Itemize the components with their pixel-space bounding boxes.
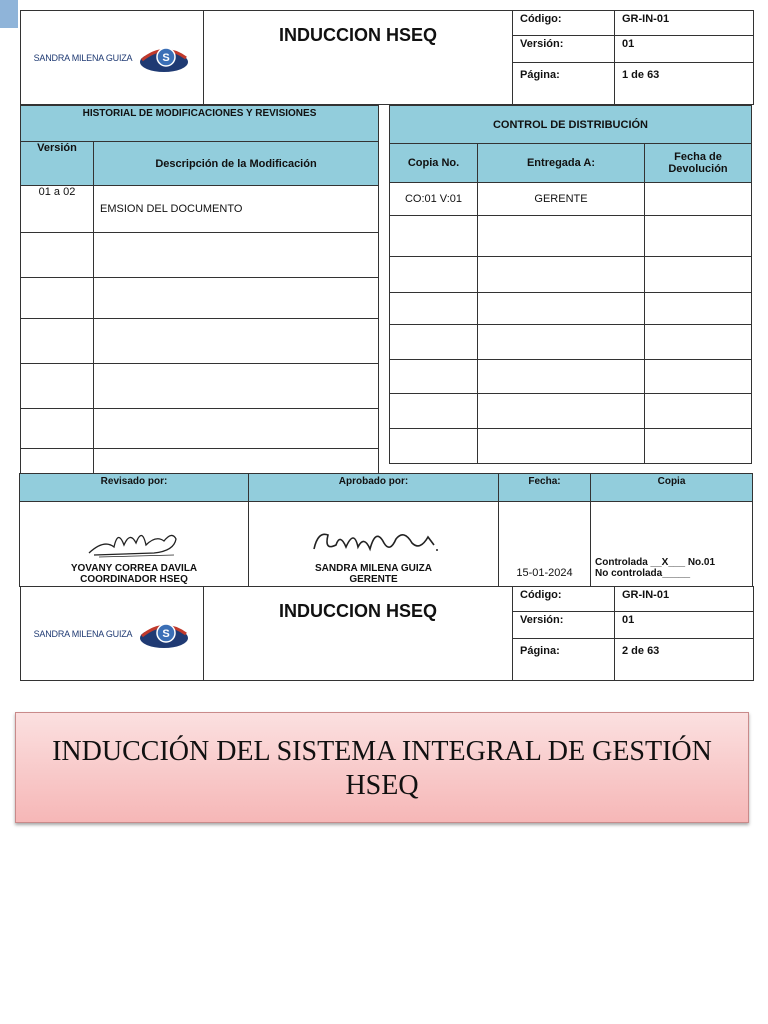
document-meta <box>513 587 753 680</box>
pagina-label: Página: <box>513 63 615 104</box>
table-row <box>390 429 752 464</box>
distribucion-entregada-cell <box>478 394 645 429</box>
version-value: 01 <box>615 612 753 639</box>
svg-text:S: S <box>162 51 171 64</box>
firmas-table <box>19 473 753 587</box>
distribucion-copia-cell <box>390 360 478 394</box>
historial-desc-cell <box>94 409 379 449</box>
distribucion-title: CONTROL DE DISTRIBUCIÓN <box>390 106 752 144</box>
fecha-value: 15-01-2024 <box>499 502 591 588</box>
version-value: 01 <box>615 36 753 63</box>
table-row <box>21 278 379 319</box>
document-header <box>20 10 754 105</box>
table-row <box>21 364 379 409</box>
historial-version-cell <box>21 364 94 409</box>
distribucion-copia-cell <box>390 325 478 360</box>
distribucion-table <box>389 105 752 464</box>
historial-desc-cell: EMSION DEL DOCUMENTO <box>94 186 379 233</box>
table-row <box>390 293 752 325</box>
svg-text:S: S <box>162 627 171 640</box>
distribucion-copia-cell <box>390 216 478 257</box>
codigo-label: Código: <box>513 587 615 612</box>
historial-version-cell <box>21 278 94 319</box>
version-label: Versión: <box>513 36 615 63</box>
historial-title: HISTORIAL DE MODIFICACIONES Y REVISIONES <box>21 106 379 142</box>
distribucion-fecha-cell <box>645 429 752 464</box>
historial-version-cell <box>21 449 94 474</box>
distribucion-col-fecha: Fecha de Devolución <box>645 144 752 183</box>
table-row <box>390 216 752 257</box>
signature-aprobado-icon <box>304 521 444 561</box>
distribucion-copia-cell <box>390 394 478 429</box>
historial-desc-cell <box>94 364 379 409</box>
aprobado-cell <box>249 502 499 588</box>
banner-line-1: INDUCCIÓN DEL SISTEMA INTEGRAL DE GESTIÓN <box>52 736 712 767</box>
distribucion-fecha-cell <box>645 325 752 360</box>
table-row <box>21 409 379 449</box>
company-name: SANDRA MILENA GUIZA <box>33 628 133 639</box>
historial-table <box>20 105 379 474</box>
table-row <box>390 183 752 216</box>
pagina-value: 2 de 63 <box>622 645 660 657</box>
revisado-name: YOVANY CORREA DAVILA <box>70 563 198 574</box>
distribucion-entregada-cell: GERENTE <box>478 183 645 216</box>
table-row <box>390 257 752 293</box>
logo-emblem-icon <box>134 38 190 78</box>
historial-col-version: Versión <box>21 142 94 186</box>
document-meta <box>513 11 753 104</box>
section-title-banner <box>15 712 749 823</box>
page-corner-marker <box>0 0 18 28</box>
distribucion-copia-cell: CO:01 V:01 <box>390 183 478 216</box>
aprobado-name: SANDRA MILENA GUIZA <box>314 563 433 574</box>
aprobado-role: GERENTE <box>349 574 398 585</box>
distribucion-entregada-cell <box>478 216 645 257</box>
distribucion-entregada-cell <box>478 293 645 325</box>
table-row <box>21 319 379 364</box>
distribucion-fecha-cell <box>645 360 752 394</box>
historial-version-cell <box>21 233 94 278</box>
no-controlada-line: No controlada_____ <box>595 568 691 579</box>
copia-label: Copia <box>591 474 753 502</box>
historial-desc-cell <box>94 319 379 364</box>
distribucion-fecha-cell <box>645 183 752 216</box>
controlada-line: Controlada __X___ No.01 <box>595 557 716 568</box>
historial-desc-cell <box>94 233 379 278</box>
company-logo <box>21 587 204 680</box>
historial-desc-cell <box>94 449 379 474</box>
distribucion-fecha-cell <box>645 257 752 293</box>
historial-col-desc: Descripción de la Modificación <box>94 142 379 186</box>
banner-line-2: HSEQ <box>345 770 419 801</box>
distribucion-entregada-cell <box>478 429 645 464</box>
table-row <box>390 325 752 360</box>
company-logo <box>21 11 204 104</box>
table-row <box>390 360 752 394</box>
version-label: Versión: <box>513 612 615 639</box>
table-row <box>390 394 752 429</box>
aprobado-label: Aprobado por: <box>249 474 499 502</box>
distribucion-fecha-cell <box>645 394 752 429</box>
pagina-label: Página: <box>513 639 615 680</box>
revisado-label: Revisado por: <box>20 474 249 502</box>
logo-emblem-icon <box>134 614 190 654</box>
codigo-label: Código: <box>513 11 615 36</box>
distribucion-fecha-cell <box>645 293 752 325</box>
distribucion-entregada-cell <box>478 325 645 360</box>
pagina-value: 1 de 63 <box>622 69 660 81</box>
distribucion-copia-cell <box>390 429 478 464</box>
document-title: INDUCCION HSEQ <box>204 587 513 680</box>
distribucion-copia-cell <box>390 257 478 293</box>
historial-version-cell <box>21 409 94 449</box>
historial-version-cell: 01 a 02 <box>21 186 94 233</box>
copia-cell <box>591 502 753 588</box>
fecha-label: Fecha: <box>499 474 591 502</box>
table-row <box>21 186 379 233</box>
historial-version-cell <box>21 319 94 364</box>
revisado-cell <box>20 502 249 588</box>
table-row <box>21 233 379 278</box>
table-row <box>21 449 379 474</box>
distribucion-col-copia: Copia No. <box>390 144 478 183</box>
distribucion-col-entregada: Entregada A: <box>478 144 645 183</box>
distribucion-copia-cell <box>390 293 478 325</box>
distribucion-fecha-cell <box>645 216 752 257</box>
codigo-value: GR-IN-01 <box>615 11 753 36</box>
document-header <box>20 586 754 681</box>
signature-revisado-icon <box>84 521 184 561</box>
codigo-value: GR-IN-01 <box>615 587 753 612</box>
document-title: INDUCCION HSEQ <box>204 11 513 104</box>
distribucion-entregada-cell <box>478 257 645 293</box>
revisado-role: COORDINADOR HSEQ <box>80 574 188 585</box>
company-name: SANDRA MILENA GUIZA <box>33 52 133 63</box>
historial-desc-cell <box>94 278 379 319</box>
distribucion-entregada-cell <box>478 360 645 394</box>
